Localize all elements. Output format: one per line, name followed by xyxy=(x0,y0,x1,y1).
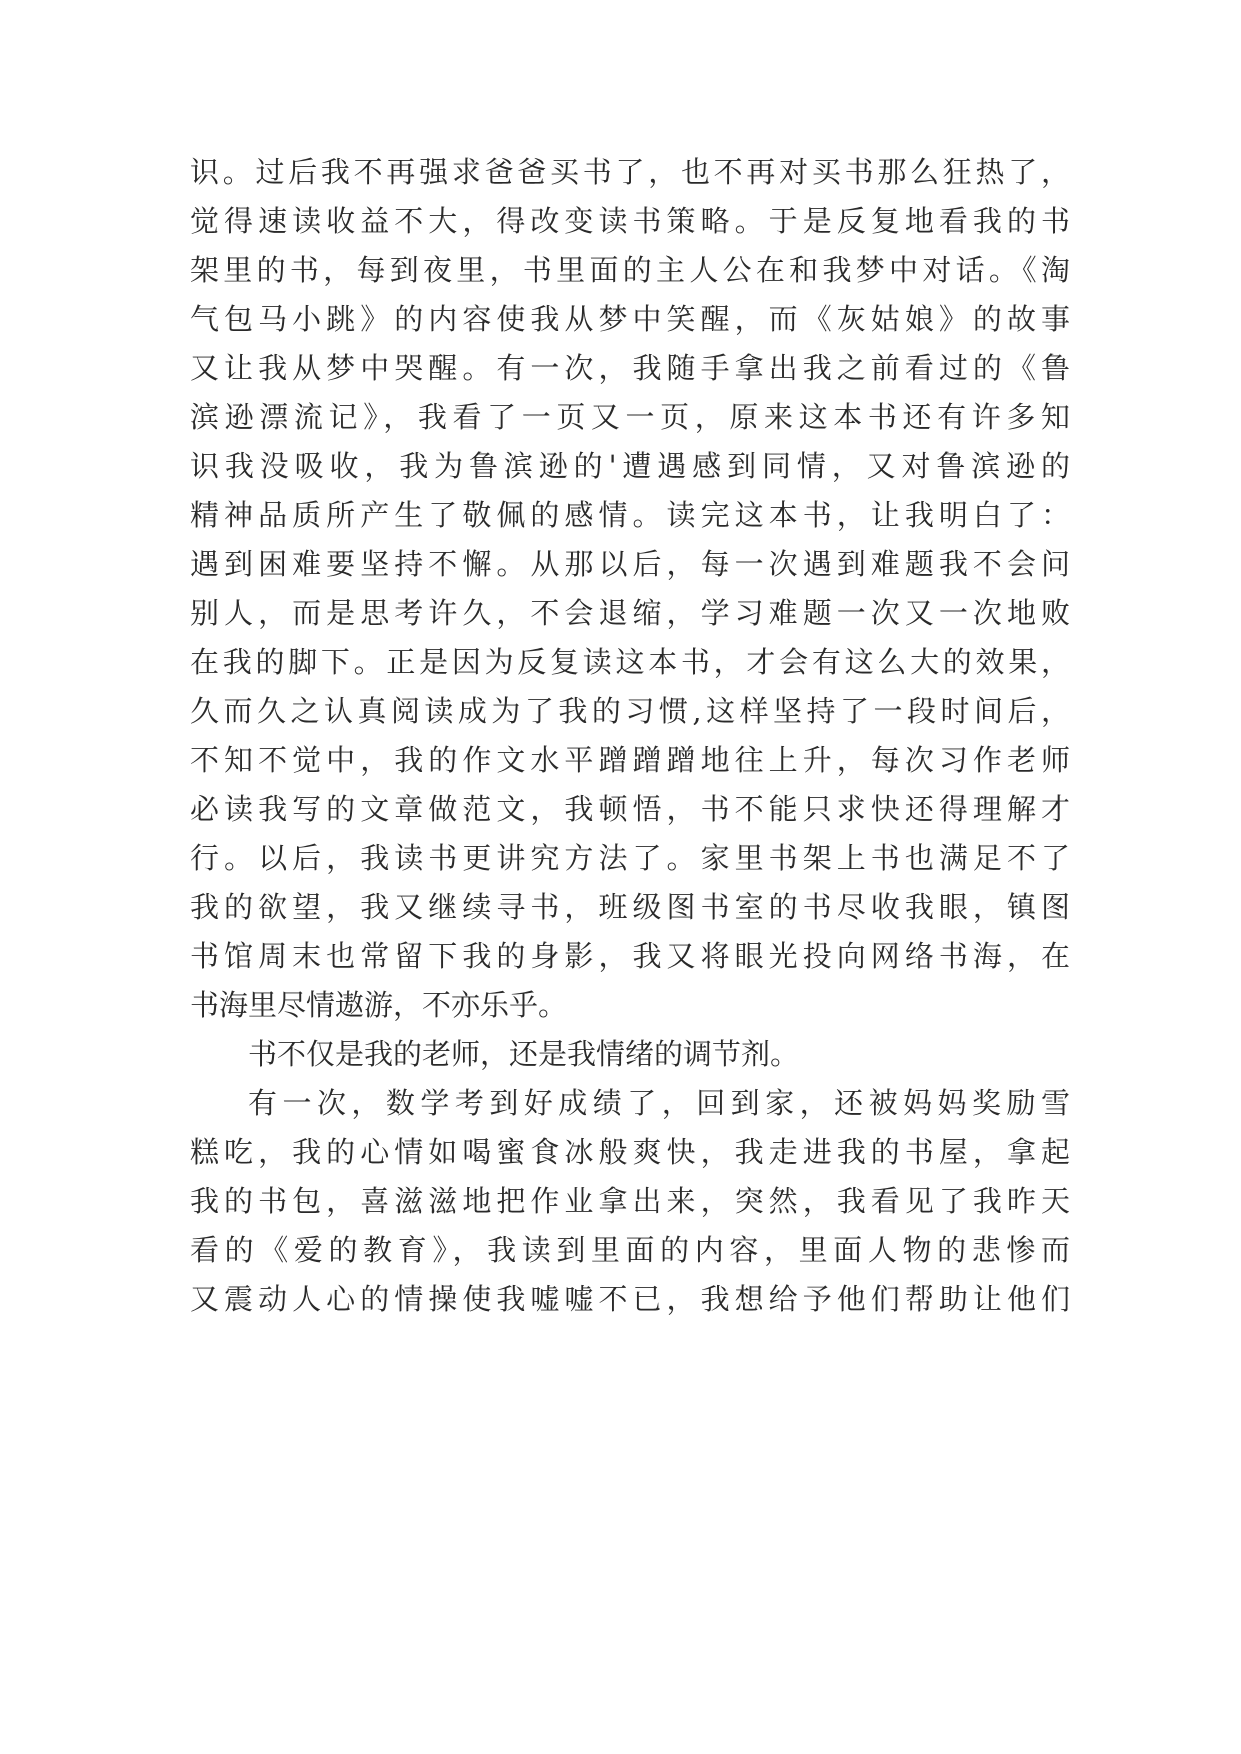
text-line: 遇到困难要坚持不懈。从那以后，每一次遇到难题我不会问 xyxy=(190,547,1070,581)
text-line: 我的欲望，我又继续寻书，班级图书室的书尽收我眼，镇图 xyxy=(190,890,1070,924)
text-line: 又让我从梦中哭醒。有一次，我随手拿出我之前看过的《鲁 xyxy=(190,351,1070,385)
text-line: 书馆周末也常留下我的身影，我又将眼光投向网络书海，在 xyxy=(190,939,1070,973)
essay-body xyxy=(190,148,1070,1324)
text-line: 我的书包，喜滋滋地把作业拿出来，突然，我看见了我昨天 xyxy=(190,1184,1070,1218)
text-line: 糕吃，我的心情如喝蜜食冰般爽快，我走进我的书屋，拿起 xyxy=(190,1135,1070,1169)
paragraph xyxy=(190,148,1070,1030)
text-line: 在我的脚下。正是因为反复读这本书，才会有这么大的效果， xyxy=(190,645,1070,679)
text-line: 看的《爱的教育》，我读到里面的内容，里面人物的悲惨而 xyxy=(190,1233,1070,1267)
text-line: 气包马小跳》的内容使我从梦中笑醒，而《灰姑娘》的故事 xyxy=(190,302,1070,336)
text-line: 行。以后，我读书更讲究方法了。家里书架上书也满足不了 xyxy=(190,841,1070,875)
text-line: 久而久之认真阅读成为了我的习惯,这样坚持了一段时间后， xyxy=(190,694,1070,728)
text-line: 觉得速读收益不大，得改变读书策略。于是反复地看我的书 xyxy=(190,204,1070,238)
text-line: 必读我写的文章做范文，我顿悟，书不能只求快还得理解才 xyxy=(190,792,1070,826)
text-line: 别人，而是思考许久，不会退缩，学习难题一次又一次地败 xyxy=(190,596,1070,630)
paragraph xyxy=(190,1030,1070,1079)
text-line: 识我没吸收，我为鲁滨逊的'遭遇感到同情，又对鲁滨逊的 xyxy=(190,449,1070,483)
text-line: 书海里尽情遨游，不亦乐乎。 xyxy=(190,988,568,1022)
text-line: 又震动人心的情操使我嘘嘘不已，我想给予他们帮助让他们 xyxy=(190,1282,1070,1316)
text-line: 不知不觉中，我的作文水平蹭蹭蹭地往上升，每次习作老师 xyxy=(190,743,1070,777)
paragraph xyxy=(190,1079,1070,1324)
text-line: 书不仅是我的老师，还是我情绪的调节剂。 xyxy=(248,1037,800,1071)
text-line: 滨逊漂流记》，我看了一页又一页，原来这本书还有许多知 xyxy=(190,400,1070,434)
text-line: 识。过后我不再强求爸爸买书了，也不再对买书那么狂热了， xyxy=(190,155,1070,189)
text-line: 有一次，数学考到好成绩了，回到家，还被妈妈奖励雪 xyxy=(248,1086,1070,1120)
text-line: 架里的书，每到夜里，书里面的主人公在和我梦中对话。《淘 xyxy=(190,253,1070,287)
text-line: 精神品质所产生了敬佩的感情。读完这本书，让我明白了： xyxy=(190,498,1070,532)
